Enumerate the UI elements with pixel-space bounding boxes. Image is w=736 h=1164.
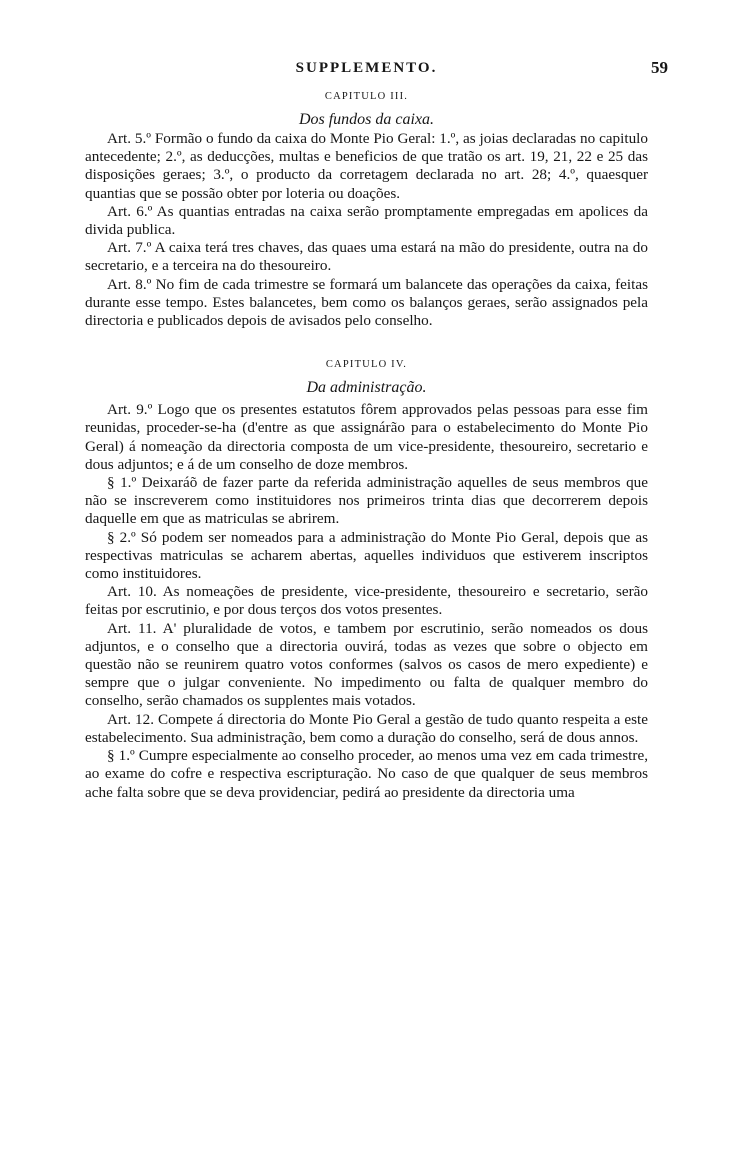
- chapter-subtitle: Dos fundos da caixa.: [298, 111, 435, 128]
- article-6: Art. 6.º As quantias entradas na caixa serão promptamente empregadas em apolices da divida publica.: [85, 202, 648, 239]
- article-8: Art. 8.º No fim de cada trimestre se formará um balancete das operações da caixa, feitas durante esse tempo. Estes balancetes, bem como os balanços geraes, serão assignados pela directoria e publicados depois de avisados pelo conselho.: [85, 275, 648, 330]
- chapter-subtitle: Da administração.: [306, 379, 427, 397]
- article-9: Art. 9.º Logo que os presentes estatutos fôrem approvados pelas pessoas para esse fim reunidas, proceder-se-ha (d'entre as que assignárão para o estabelecimento do Monte Pio Geral) á nomeação da directoria composta de um vice-presidente, thesoureiro, secretario e dous adjuntos; e á de um conselho de doze membros.: [85, 401, 648, 473]
- article-7: Art. 7.º A caixa terá tres chaves, das quaes uma estará na mão do presidente, outra na do secretario, e a terceira na do thesoureiro.: [85, 239, 648, 275]
- chapter-heading: CAPITULO IV.: [325, 359, 408, 371]
- document-page: [85, 50, 668, 802]
- chapter-3: [85, 90, 648, 330]
- article-12: Art. 12. Compete á directoria do Monte Pio Geral a gestão de tudo quanto respeita a este estabelecimento. Sua administração, bem como a duração do conselho, será de dous annos.: [85, 710, 648, 746]
- article-5: Art. 5.º Formão o fundo da caixa do Monte Pio Geral: 1.º, as joias declaradas no capitulo antecedente; 2.º, as deducções, multas e beneficios de que tratão os art. 19, 21, 22 e 25 das disposições geraes; 3.º, o producto da corretagem declarada no art. 28; 4.º, quaesquer quantias que se possão obter por loteria ou doações.: [85, 130, 648, 202]
- page-number: 59: [651, 58, 668, 77]
- chapter-4: [85, 358, 648, 801]
- chapter-heading: CAPITULO III.: [324, 91, 409, 102]
- article-9-section-2: § 2.º Só podem ser nomeados para a administração do Monte Pio Geral, depois que as respectivas matriculas se acharem abertas, aquelles individuos que estiverem inscriptos como instituidores.: [85, 528, 648, 583]
- running-title: SUPPLEMENTO.: [295, 60, 438, 76]
- article-10: Art. 10. As nomeações de presidente, vice-presidente, thesoureiro e secretario, serão feitas por escrutinio, e por dous terços dos votos presentes.: [85, 583, 648, 619]
- running-head: [85, 50, 668, 78]
- article-9-section-1: § 1.º Deixaráõ de fazer parte da referida administração aquelles de seus membros que não se inscreverem como instituidores nos primeiros trinta dias que decorrerem depois daquelle em que as matriculas se abrirem.: [85, 474, 648, 528]
- article-11: Art. 11. A' pluralidade de votos, e tambem por escrutinio, serão nomeados os dous adjuntos, e o conselho que a directoria ouvirá, todas as vezes que sobre o objecto em questão não se reunirem quatro votos conformes (salvos os casos de mero expediente) e sempre que o julgar conveniente. No impedimento ou falta de qualquer membro do conselho, serão chamados os supplentes mais votados.: [85, 619, 648, 710]
- article-12-section-1: § 1.º Cumpre especialmente ao conselho proceder, ao menos uma vez em cada trimestre, ao exame do cofre e respectiva escripturação. No caso de que qualquer de seus membros ache falta sobre que se deva providenciar, pedirá ao presidente da directoria uma: [85, 747, 648, 801]
